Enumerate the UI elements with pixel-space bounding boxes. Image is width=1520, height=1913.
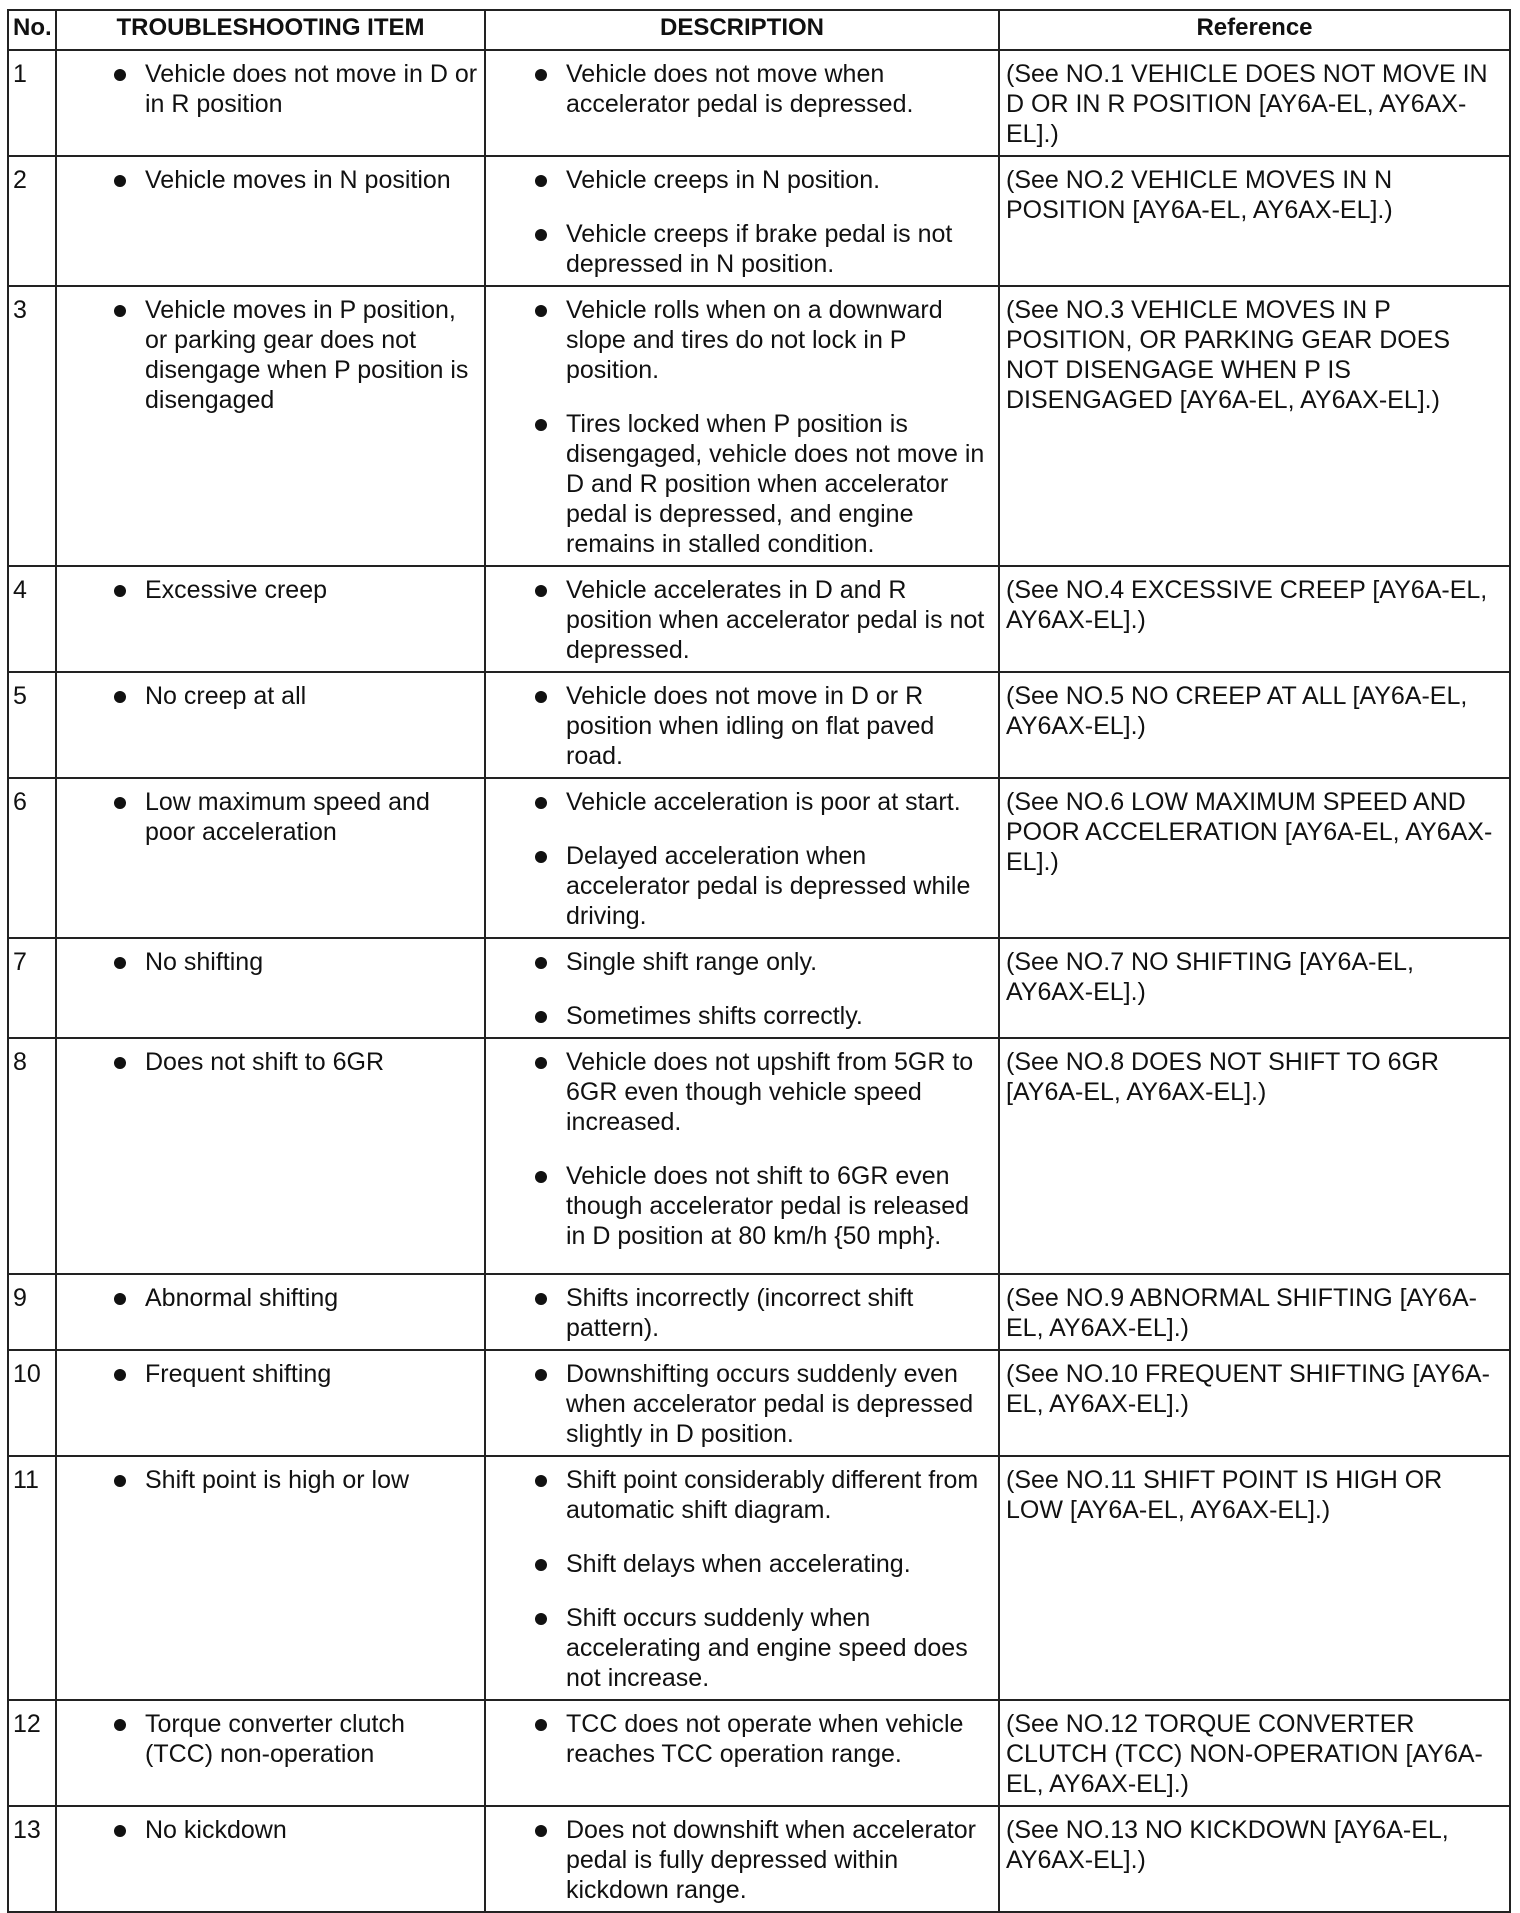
troubleshooting-item-text: Low maximum speed and poor acceleration xyxy=(145,788,430,846)
description-text: Vehicle does not move in D or R position when idling on flat paved road. xyxy=(566,682,935,770)
bullet-icon xyxy=(114,1825,126,1837)
description-cell xyxy=(485,1456,999,1700)
list-item xyxy=(492,575,992,665)
description-cell xyxy=(485,1806,999,1912)
description-text: Delayed acceleration when accelerator pedal is depressed while driving. xyxy=(566,842,971,930)
troubleshooting-item-cell xyxy=(56,286,485,566)
description-cell xyxy=(485,1700,999,1806)
description-list xyxy=(492,681,992,771)
row-number: 6 xyxy=(8,778,56,938)
table-row xyxy=(8,1456,1510,1700)
bullet-icon xyxy=(114,175,126,187)
bullet-icon xyxy=(535,229,547,241)
list-item xyxy=(492,1603,992,1693)
troubleshooting-item-text: Vehicle moves in N position xyxy=(145,166,451,194)
table-row xyxy=(8,1350,1510,1456)
description-text: Vehicle creeps in N position. xyxy=(566,166,881,194)
bullet-icon xyxy=(535,585,547,597)
bullet-icon xyxy=(535,1475,547,1487)
list-item xyxy=(63,1359,478,1389)
description-text: Downshifting occurs suddenly even when accelerator pedal is depressed slightly in D position. xyxy=(566,1360,974,1448)
row-number: 8 xyxy=(8,1038,56,1274)
bullet-icon xyxy=(535,419,547,431)
description-list xyxy=(492,1709,992,1769)
troubleshooting-item-text: No shifting xyxy=(145,948,264,976)
troubleshooting-item-text: Shift point is high or low xyxy=(145,1466,410,1494)
description-list xyxy=(492,1465,992,1693)
description-list xyxy=(492,947,992,1031)
row-number: 12 xyxy=(8,1700,56,1806)
row-number: 2 xyxy=(8,156,56,286)
list-item xyxy=(63,575,478,605)
bullet-icon xyxy=(535,797,547,809)
reference-link[interactable]: (See NO.3 VEHICLE MOVES IN P POSITION, OR PARKING GEAR DOES NOT DISENGAGE WHEN P IS DISENGAGED [AY6A-EL, AY6AX-EL].) xyxy=(999,286,1510,566)
bullet-icon xyxy=(535,1057,547,1069)
list-item xyxy=(492,787,992,817)
table-row xyxy=(8,1700,1510,1806)
troubleshooting-item-cell xyxy=(56,1700,485,1806)
table-row xyxy=(8,286,1510,566)
list-item xyxy=(63,59,478,119)
bullet-icon xyxy=(114,69,126,81)
description-list xyxy=(492,575,992,665)
list-item xyxy=(492,165,992,195)
bullet-icon xyxy=(114,1369,126,1381)
description-text: Shift occurs suddenly when accelerating and engine speed does not increase. xyxy=(566,1604,968,1692)
description-cell xyxy=(485,1350,999,1456)
bullet-icon xyxy=(535,1825,547,1837)
row-number: 11 xyxy=(8,1456,56,1700)
list-item xyxy=(492,59,992,119)
table-body xyxy=(8,50,1510,1912)
list-item xyxy=(63,947,478,977)
bullet-icon xyxy=(535,1613,547,1625)
troubleshooting-item-cell xyxy=(56,156,485,286)
description-text: Sometimes shifts correctly. xyxy=(566,1002,863,1030)
list-item xyxy=(63,681,478,711)
description-text: Shift delays when accelerating. xyxy=(566,1550,911,1578)
bullet-icon xyxy=(114,1475,126,1487)
item-list xyxy=(63,1465,478,1495)
description-text: Vehicle does not upshift from 5GR to 6GR even though vehicle speed increased. xyxy=(566,1048,974,1136)
description-text: Vehicle creeps if brake pedal is not depressed in N position. xyxy=(566,220,953,278)
list-item xyxy=(63,1465,478,1495)
troubleshooting-item-text: Frequent shifting xyxy=(145,1360,332,1388)
list-item xyxy=(63,1815,478,1845)
bullet-icon xyxy=(535,691,547,703)
bullet-icon xyxy=(535,175,547,187)
description-text: Vehicle does not move when accelerator pedal is depressed. xyxy=(566,60,914,118)
bullet-icon xyxy=(114,797,126,809)
item-list xyxy=(63,165,478,195)
description-text: Vehicle acceleration is poor at start. xyxy=(566,788,961,816)
row-number: 9 xyxy=(8,1274,56,1350)
reference-link[interactable]: (See NO.12 TORQUE CONVERTER CLUTCH (TCC) NON-OPERATION [AY6A-EL, AY6AX-EL].) xyxy=(999,1700,1510,1806)
troubleshooting-item-text: No creep at all xyxy=(145,682,307,710)
reference-link[interactable]: (See NO.2 VEHICLE MOVES IN N POSITION [AY6A-EL, AY6AX-EL].) xyxy=(999,156,1510,286)
table-row xyxy=(8,672,1510,778)
description-text: Vehicle does not shift to 6GR even though accelerator pedal is released in D position at 80 km/h {50 mph}. xyxy=(566,1162,970,1250)
item-list xyxy=(63,787,478,847)
bullet-icon xyxy=(535,1171,547,1183)
bullet-icon xyxy=(535,1559,547,1571)
troubleshooting-item-cell xyxy=(56,1038,485,1274)
troubleshooting-item-text: Abnormal shifting xyxy=(145,1284,339,1312)
header-reference: Reference xyxy=(999,10,1510,50)
table-header-row xyxy=(8,10,1510,50)
list-item xyxy=(492,219,992,279)
row-number: 10 xyxy=(8,1350,56,1456)
troubleshooting-table-container xyxy=(7,9,1509,1913)
table-row xyxy=(8,566,1510,672)
bullet-icon xyxy=(535,1011,547,1023)
table-row xyxy=(8,1038,1510,1274)
bullet-icon xyxy=(114,305,126,317)
header-description: DESCRIPTION xyxy=(485,10,999,50)
reference-link[interactable]: (See NO.9 ABNORMAL SHIFTING [AY6A-EL, AY6AX-EL].) xyxy=(999,1274,1510,1350)
bullet-icon xyxy=(535,305,547,317)
item-list xyxy=(63,1047,478,1077)
description-text: Tires locked when P position is disengaged, vehicle does not move in D and R position when accelerator pedal is depressed, and engine remains in stalled condition. xyxy=(566,410,985,558)
item-list xyxy=(63,947,478,977)
list-item xyxy=(492,1709,992,1769)
table-row xyxy=(8,156,1510,286)
description-text: Vehicle accelerates in D and R position when accelerator pedal is not depressed. xyxy=(566,576,985,664)
reference-link[interactable]: (See NO.10 FREQUENT SHIFTING [AY6A-EL, AY6AX-EL].) xyxy=(999,1350,1510,1456)
troubleshooting-item-cell xyxy=(56,1456,485,1700)
reference-link[interactable]: (See NO.1 VEHICLE DOES NOT MOVE IN D OR IN R POSITION [AY6A-EL, AY6AX-EL].) xyxy=(999,50,1510,156)
bullet-icon xyxy=(535,1293,547,1305)
description-cell xyxy=(485,672,999,778)
row-number: 13 xyxy=(8,1806,56,1912)
row-number: 1 xyxy=(8,50,56,156)
list-item xyxy=(63,165,478,195)
item-list xyxy=(63,1815,478,1845)
bullet-icon xyxy=(114,1057,126,1069)
description-text: TCC does not operate when vehicle reaches TCC operation range. xyxy=(566,1710,964,1768)
troubleshooting-item-text: Vehicle does not move in D or in R position xyxy=(145,60,478,118)
list-item xyxy=(492,409,992,559)
description-text: Does not downshift when accelerator pedal is fully depressed within kickdown range. xyxy=(566,1816,976,1904)
troubleshooting-item-text: Excessive creep xyxy=(145,576,328,604)
description-list xyxy=(492,295,992,559)
item-list xyxy=(63,575,478,605)
troubleshooting-item-cell xyxy=(56,566,485,672)
reference-link[interactable]: (See NO.8 DOES NOT SHIFT TO 6GR [AY6A-EL, AY6AX-EL].) xyxy=(999,1038,1510,1274)
list-item xyxy=(63,787,478,847)
troubleshooting-item-text: Torque converter clutch (TCC) non-operation xyxy=(145,1710,405,1768)
table-row xyxy=(8,1806,1510,1912)
description-cell xyxy=(485,938,999,1038)
description-cell xyxy=(485,156,999,286)
list-item xyxy=(492,1047,992,1137)
description-list xyxy=(492,165,992,279)
description-list xyxy=(492,1359,992,1449)
troubleshooting-item-cell xyxy=(56,50,485,156)
list-item xyxy=(492,1161,992,1251)
bullet-icon xyxy=(535,69,547,81)
item-list xyxy=(63,1709,478,1769)
description-cell xyxy=(485,1274,999,1350)
list-item xyxy=(492,295,992,385)
bullet-icon xyxy=(114,691,126,703)
troubleshooting-item-cell xyxy=(56,1350,485,1456)
reference-link[interactable]: (See NO.7 NO SHIFTING [AY6A-EL, AY6AX-EL].) xyxy=(999,938,1510,1038)
bullet-icon xyxy=(535,1719,547,1731)
description-list xyxy=(492,787,992,931)
list-item xyxy=(492,1001,992,1031)
list-item xyxy=(63,1047,478,1077)
table-row xyxy=(8,50,1510,156)
bullet-icon xyxy=(114,1719,126,1731)
list-item xyxy=(63,295,478,415)
list-item xyxy=(492,1359,992,1449)
reference-link[interactable]: (See NO.11 SHIFT POINT IS HIGH OR LOW [AY6A-EL, AY6AX-EL].) xyxy=(999,1456,1510,1700)
reference-link[interactable]: (See NO.6 LOW MAXIMUM SPEED AND POOR ACCELERATION [AY6A-EL, AY6AX-EL].) xyxy=(999,778,1510,938)
item-list xyxy=(63,295,478,415)
troubleshooting-item-text: Does not shift to 6GR xyxy=(145,1048,385,1076)
description-list xyxy=(492,1047,992,1251)
description-cell xyxy=(485,778,999,938)
description-cell xyxy=(485,50,999,156)
bullet-icon xyxy=(114,585,126,597)
troubleshooting-item-cell xyxy=(56,938,485,1038)
list-item xyxy=(492,1465,992,1525)
table-row xyxy=(8,1274,1510,1350)
list-item xyxy=(492,1283,992,1343)
troubleshooting-item-text: No kickdown xyxy=(145,1816,287,1844)
header-troubleshooting-item: TROUBLESHOOTING ITEM xyxy=(56,10,485,50)
reference-link[interactable]: (See NO.4 EXCESSIVE CREEP [AY6A-EL, AY6AX-EL].) xyxy=(999,566,1510,672)
troubleshooting-item-cell xyxy=(56,1274,485,1350)
bullet-icon xyxy=(114,1293,126,1305)
header-no: No. xyxy=(8,10,56,50)
item-list xyxy=(63,59,478,119)
list-item xyxy=(63,1283,478,1313)
description-text: Single shift range only. xyxy=(566,948,818,976)
table-row xyxy=(8,778,1510,938)
row-number: 3 xyxy=(8,286,56,566)
description-list xyxy=(492,1283,992,1343)
description-cell xyxy=(485,1038,999,1274)
troubleshooting-item-text: Vehicle moves in P position, or parking gear does not disengage when P position is disengaged xyxy=(145,296,469,414)
list-item xyxy=(492,1549,992,1579)
table-row xyxy=(8,938,1510,1038)
bullet-icon xyxy=(535,1369,547,1381)
troubleshooting-item-cell xyxy=(56,1806,485,1912)
troubleshooting-item-cell xyxy=(56,778,485,938)
description-text: Vehicle rolls when on a downward slope and tires do not lock in P position. xyxy=(566,296,943,384)
list-item xyxy=(63,1709,478,1769)
troubleshooting-table xyxy=(7,9,1511,1913)
description-cell xyxy=(485,286,999,566)
list-item xyxy=(492,947,992,977)
troubleshooting-item-cell xyxy=(56,672,485,778)
reference-link[interactable]: (See NO.5 NO CREEP AT ALL [AY6A-EL, AY6AX-EL].) xyxy=(999,672,1510,778)
description-text: Shift point considerably different from automatic shift diagram. xyxy=(566,1466,979,1524)
item-list xyxy=(63,1283,478,1313)
list-item xyxy=(492,681,992,771)
item-list xyxy=(63,681,478,711)
bullet-icon xyxy=(535,851,547,863)
row-number: 7 xyxy=(8,938,56,1038)
item-list xyxy=(63,1359,478,1389)
description-list xyxy=(492,59,992,119)
row-number: 5 xyxy=(8,672,56,778)
bullet-icon xyxy=(535,957,547,969)
reference-link[interactable]: (See NO.13 NO KICKDOWN [AY6A-EL, AY6AX-EL].) xyxy=(999,1806,1510,1912)
description-cell xyxy=(485,566,999,672)
description-text: Shifts incorrectly (incorrect shift pattern). xyxy=(566,1284,914,1342)
row-number: 4 xyxy=(8,566,56,672)
bullet-icon xyxy=(114,957,126,969)
list-item xyxy=(492,841,992,931)
